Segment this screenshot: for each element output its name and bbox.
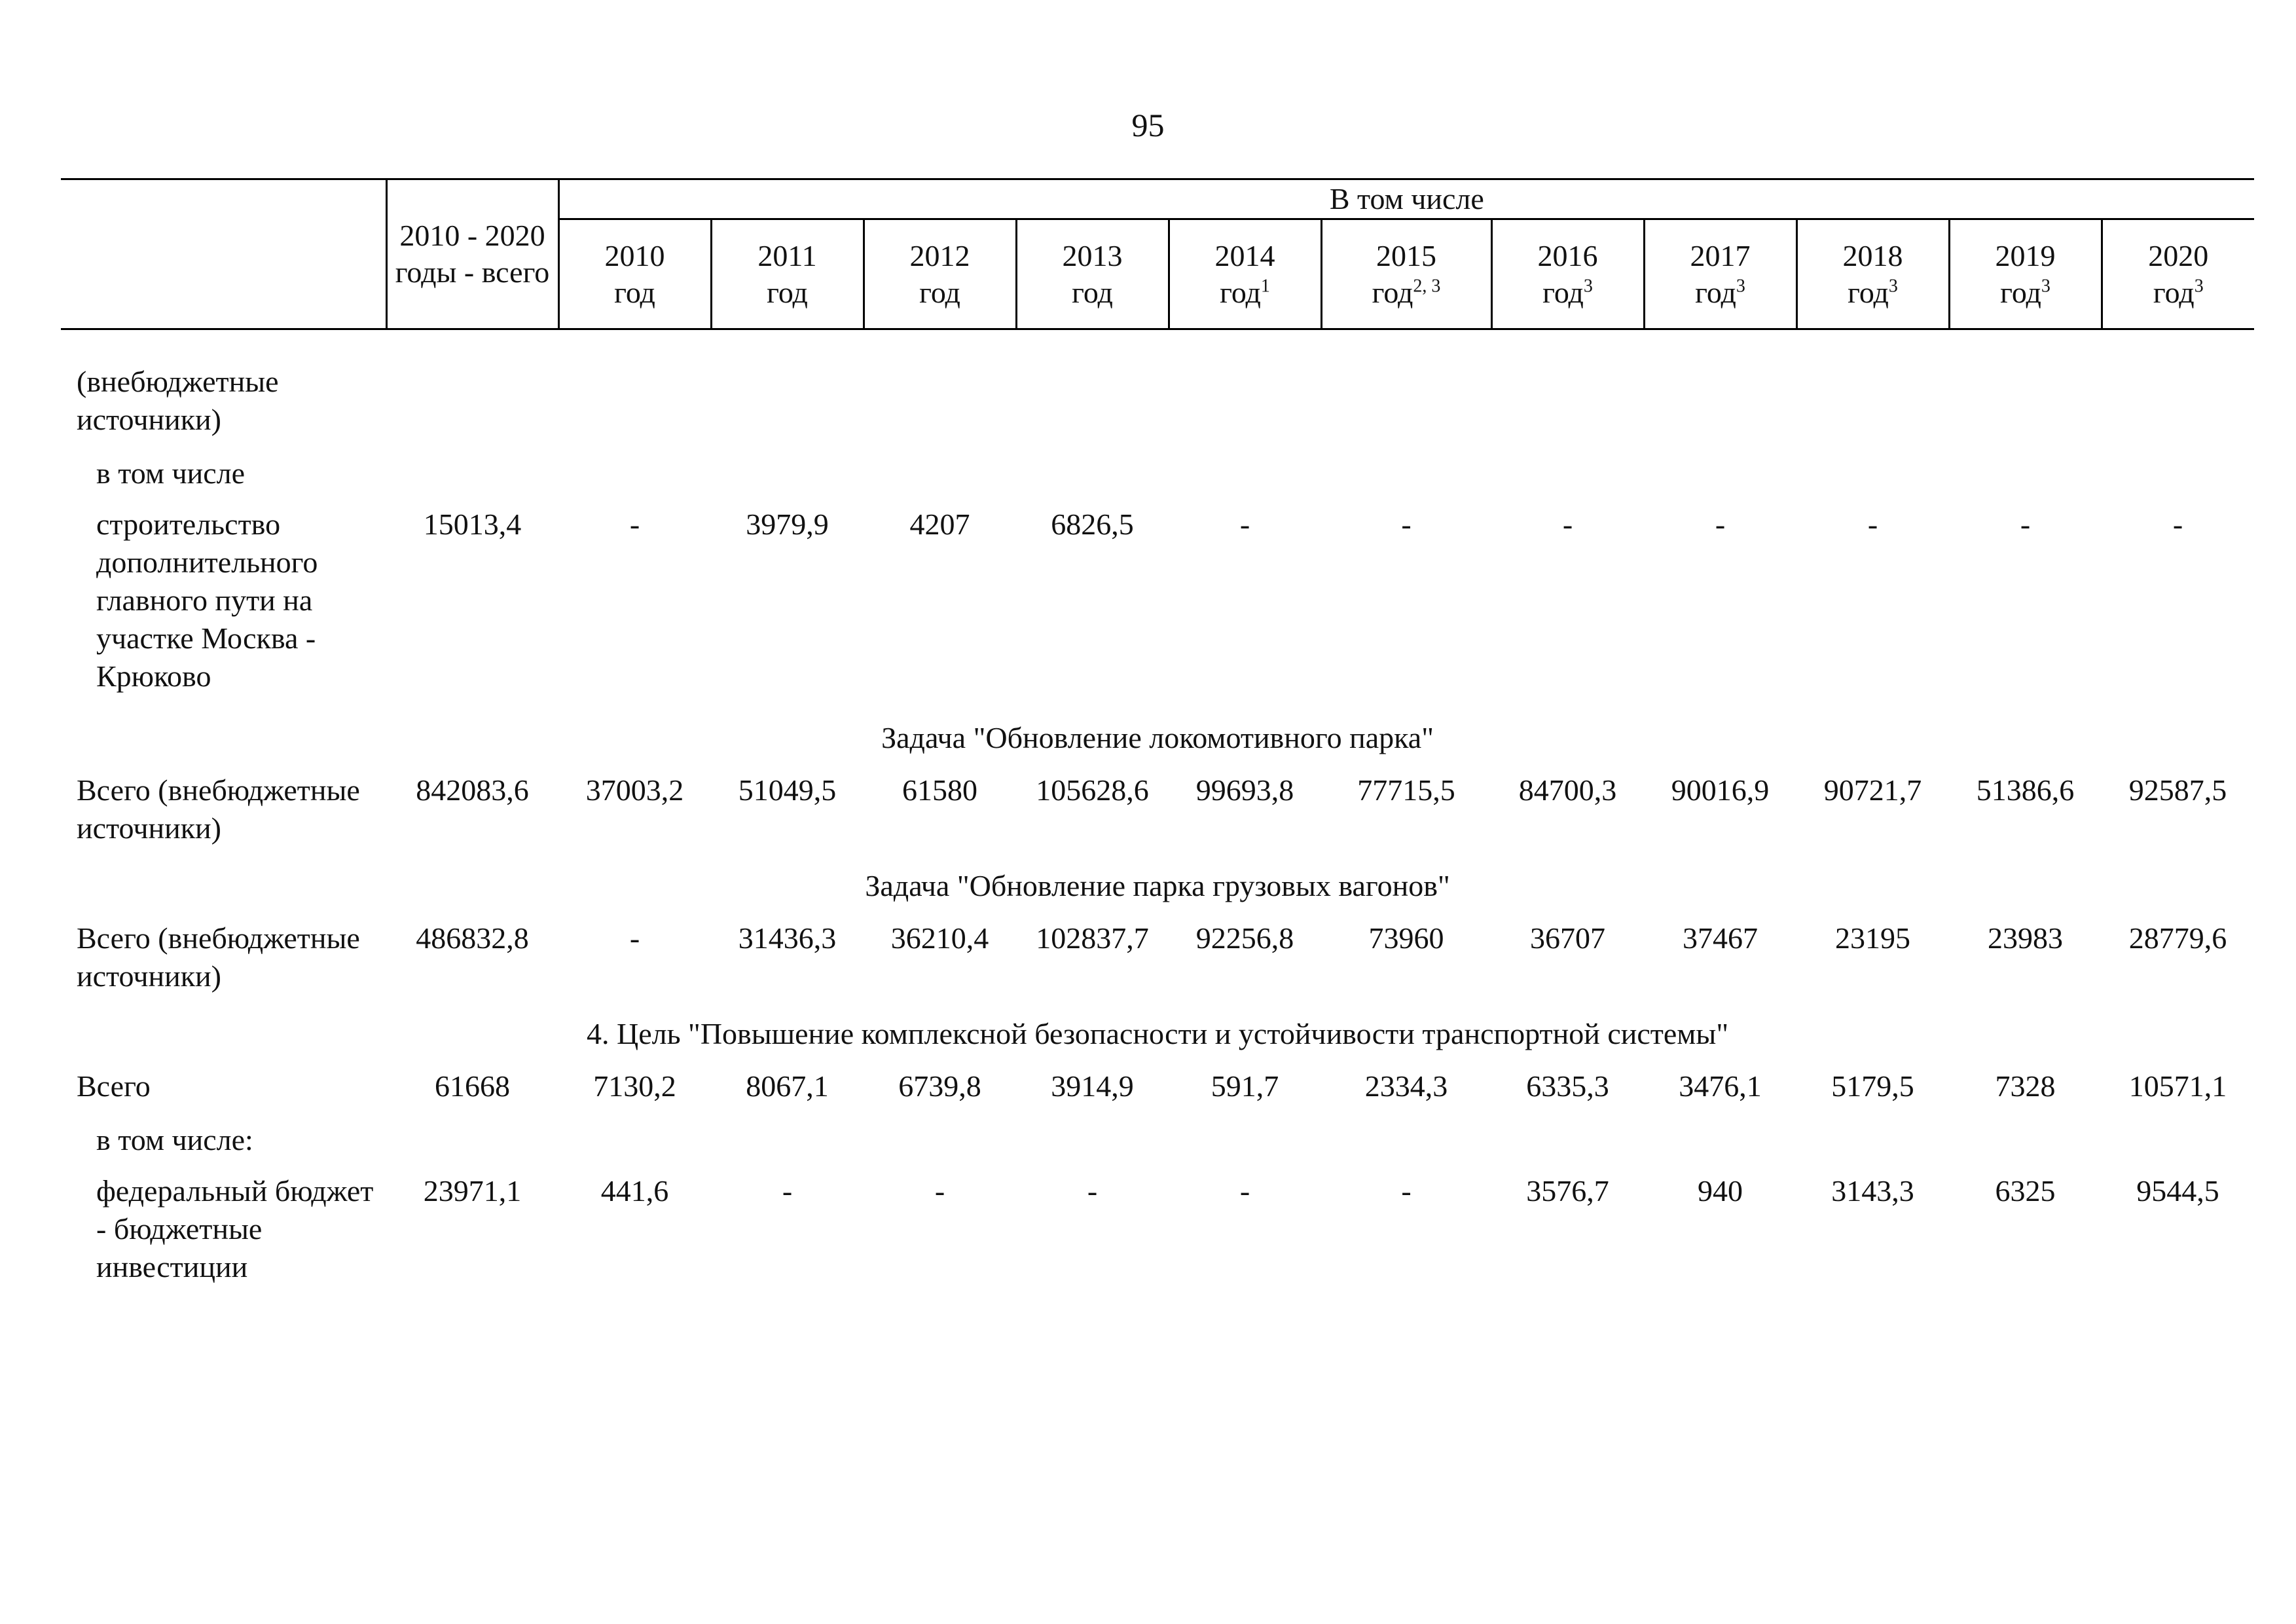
cell-year-2013: 102837,7 bbox=[1036, 921, 1149, 955]
cell-year-2017: 940 bbox=[1698, 1174, 1743, 1208]
cell-year-2015: 77715,5 bbox=[1357, 773, 1455, 807]
cell-year-2017: - bbox=[1715, 507, 1726, 541]
header-year-number: 2012 bbox=[909, 238, 970, 272]
row-label: строительство дополнительного главного пути на участке Москва - Крюково bbox=[96, 507, 318, 693]
header-year-footnote-mark: 3 bbox=[2194, 276, 2204, 297]
cell-year-2011: - bbox=[782, 1174, 793, 1208]
cell-year-2020: 10571,1 bbox=[2128, 1069, 2227, 1103]
header-year-2013 bbox=[1016, 219, 1169, 329]
cell-year-2020: 28779,6 bbox=[2128, 921, 2227, 955]
cell-year-2012: 4207 bbox=[909, 507, 970, 541]
page-number: 95 bbox=[1131, 107, 1165, 143]
row-label: Всего bbox=[77, 1069, 151, 1103]
cell-year-2020: 92587,5 bbox=[2128, 773, 2227, 807]
row-label: (внебюджетные источники) bbox=[77, 365, 279, 436]
section-title: Задача "Обновление локомотивного парка" bbox=[881, 721, 1434, 754]
header-year-2014 bbox=[1169, 219, 1321, 329]
header-year-2019 bbox=[1949, 219, 2102, 329]
cell-year-2017: 90016,9 bbox=[1671, 773, 1770, 807]
header-year-word: год bbox=[614, 275, 655, 309]
cell-year-2012: 6739,8 bbox=[898, 1069, 981, 1103]
cell-year-2011: 3979,9 bbox=[746, 507, 829, 541]
cell-year-2012: 61580 bbox=[902, 773, 977, 807]
cell-year-2019: 51386,6 bbox=[1976, 773, 2075, 807]
row-label: в том числе: bbox=[96, 1123, 253, 1156]
cell-year-2015: 73960 bbox=[1368, 921, 1444, 955]
cell-year-2018: 3143,3 bbox=[1831, 1174, 1914, 1208]
header-year-2017 bbox=[1644, 219, 1796, 329]
cell-total: 486832,8 bbox=[416, 921, 529, 955]
cell-year-2013: 6826,5 bbox=[1051, 507, 1134, 541]
cell-year-2011: 8067,1 bbox=[746, 1069, 829, 1103]
header-year-footnote-mark: 3 bbox=[2041, 276, 2050, 297]
cell-year-2010: 7130,2 bbox=[593, 1069, 676, 1103]
header-year-number: 2017 bbox=[1690, 238, 1751, 272]
cell-year-2018: - bbox=[1867, 507, 1878, 541]
cell-year-2013: 3914,9 bbox=[1051, 1069, 1134, 1103]
header-year-word: год bbox=[1848, 275, 1889, 309]
header-year-word: год bbox=[1695, 275, 1736, 309]
row-label: Всего (внебюджетные источники) bbox=[77, 773, 360, 845]
header-in-that-number: В том числе bbox=[558, 179, 2254, 219]
header-year-word: год bbox=[1220, 275, 1261, 309]
header-year-word: год bbox=[1072, 275, 1113, 309]
header-year-word: год bbox=[1542, 275, 1584, 309]
cell-year-2017: 3476,1 bbox=[1679, 1069, 1762, 1103]
cell-year-2018: 23195 bbox=[1835, 921, 1910, 955]
cell-year-2019: 6325 bbox=[1995, 1174, 2056, 1208]
row-total-locomotive bbox=[61, 771, 2254, 862]
header-year-2011 bbox=[711, 219, 864, 329]
row-label: Всего (внебюджетные источники) bbox=[77, 921, 360, 993]
cell-year-2011: 31436,3 bbox=[738, 921, 837, 955]
table-header bbox=[61, 179, 2254, 329]
cell-year-2018: 5179,5 bbox=[1831, 1069, 1914, 1103]
section-freight-wagons bbox=[61, 862, 2254, 919]
header-year-footnote-mark: 1 bbox=[1260, 276, 1270, 297]
cell-year-2012: 36210,4 bbox=[890, 921, 989, 955]
section-title: 4. Цель "Повышение комплексной безопасности и устойчивости транспортной системы" bbox=[586, 1017, 1729, 1050]
cell-year-2020: 9544,5 bbox=[2136, 1174, 2219, 1208]
header-year-word: год bbox=[1372, 275, 1413, 309]
row-total-wagons bbox=[61, 919, 2254, 1010]
header-label-column bbox=[61, 179, 386, 329]
cell-year-2010: 37003,2 bbox=[585, 773, 684, 807]
cell-year-2014: - bbox=[1239, 507, 1250, 541]
cell-total: 61668 bbox=[435, 1069, 510, 1103]
header-year-2018 bbox=[1796, 219, 1949, 329]
header-year-number: 2016 bbox=[1537, 238, 1598, 272]
header-year-number: 2020 bbox=[2148, 238, 2209, 272]
header-year-2015 bbox=[1321, 219, 1491, 329]
cell-total: 23971,1 bbox=[423, 1174, 522, 1208]
cell-year-2016: 36707 bbox=[1530, 921, 1605, 955]
header-year-footnote-mark: 3 bbox=[1583, 276, 1593, 297]
header-year-word: год bbox=[2153, 275, 2195, 309]
header-year-number: 2013 bbox=[1062, 238, 1123, 272]
cell-year-2018: 90721,7 bbox=[1823, 773, 1922, 807]
cell-year-2019: - bbox=[2020, 507, 2031, 541]
cell-year-2014: 92256,8 bbox=[1195, 921, 1294, 955]
cell-year-2019: 7328 bbox=[1995, 1069, 2056, 1103]
header-year-2012 bbox=[864, 219, 1016, 329]
cell-year-2016: - bbox=[1562, 507, 1573, 541]
cell-year-2016: 84700,3 bbox=[1518, 773, 1617, 807]
cell-year-2013: - bbox=[1087, 1174, 1098, 1208]
table-body bbox=[61, 329, 2254, 1287]
section-locomotive-fleet bbox=[61, 710, 2254, 771]
header-total-2010-2020: 2010 - 2020 годы - всего bbox=[386, 179, 558, 329]
cell-year-2015: - bbox=[1401, 1174, 1412, 1208]
cell-year-2014: - bbox=[1239, 1174, 1250, 1208]
cell-year-2010: - bbox=[629, 507, 640, 541]
cell-year-2012: - bbox=[934, 1174, 945, 1208]
header-year-number: 2019 bbox=[1995, 238, 2056, 272]
cell-year-2016: 6335,3 bbox=[1526, 1069, 1609, 1103]
header-year-number: 2018 bbox=[1842, 238, 1903, 272]
header-year-footnote-mark: 3 bbox=[1736, 276, 1745, 297]
funding-table-wrapper bbox=[61, 178, 2241, 1286]
cell-year-2017: 37467 bbox=[1683, 921, 1758, 955]
cell-year-2014: 591,7 bbox=[1211, 1069, 1279, 1103]
header-year-2016 bbox=[1491, 219, 1644, 329]
header-year-footnote-mark: 3 bbox=[1888, 276, 1898, 297]
cell-year-2014: 99693,8 bbox=[1195, 773, 1294, 807]
header-year-number: 2015 bbox=[1376, 238, 1436, 272]
row-construction-moscow-kryukovo bbox=[61, 506, 2254, 710]
cell-year-2015: - bbox=[1401, 507, 1412, 541]
header-year-number: 2010 bbox=[604, 238, 665, 272]
header-year-2020 bbox=[2102, 219, 2254, 329]
header-year-word: год bbox=[767, 275, 808, 309]
cell-year-2016: 3576,7 bbox=[1526, 1174, 1609, 1208]
row-extrabudget-sources bbox=[61, 363, 2254, 439]
header-year-number: 2011 bbox=[757, 238, 817, 272]
cell-year-2019: 23983 bbox=[1988, 921, 2063, 955]
cell-year-2020: - bbox=[2172, 507, 2183, 541]
section-title: Задача "Обновление парка грузовых вагонов" bbox=[865, 869, 1450, 902]
section-goal-4-safety bbox=[61, 1010, 2254, 1067]
row-label: федеральный бюджет - бюджетные инвестиции bbox=[96, 1174, 374, 1283]
funding-table bbox=[61, 178, 2254, 1286]
row-federal-budget bbox=[61, 1172, 2254, 1286]
header-year-word: год bbox=[919, 275, 960, 309]
header-year-number: 2014 bbox=[1214, 238, 1275, 272]
header-year-word: год bbox=[2000, 275, 2041, 309]
row-including-colon bbox=[61, 1105, 2254, 1172]
row-including bbox=[61, 439, 2254, 506]
cell-year-2010: 441,6 bbox=[600, 1174, 669, 1208]
cell-year-2010: - bbox=[629, 921, 640, 955]
cell-total: 842083,6 bbox=[416, 773, 529, 807]
cell-year-2013: 105628,6 bbox=[1036, 773, 1149, 807]
row-label: в том числе bbox=[96, 456, 245, 490]
cell-year-2011: 51049,5 bbox=[738, 773, 837, 807]
cell-year-2015: 2334,3 bbox=[1364, 1069, 1448, 1103]
header-year-2010 bbox=[558, 219, 711, 329]
header-year-footnote-mark: 2, 3 bbox=[1413, 276, 1441, 297]
cell-total: 15013,4 bbox=[423, 507, 522, 541]
row-total-safety bbox=[61, 1067, 2254, 1105]
